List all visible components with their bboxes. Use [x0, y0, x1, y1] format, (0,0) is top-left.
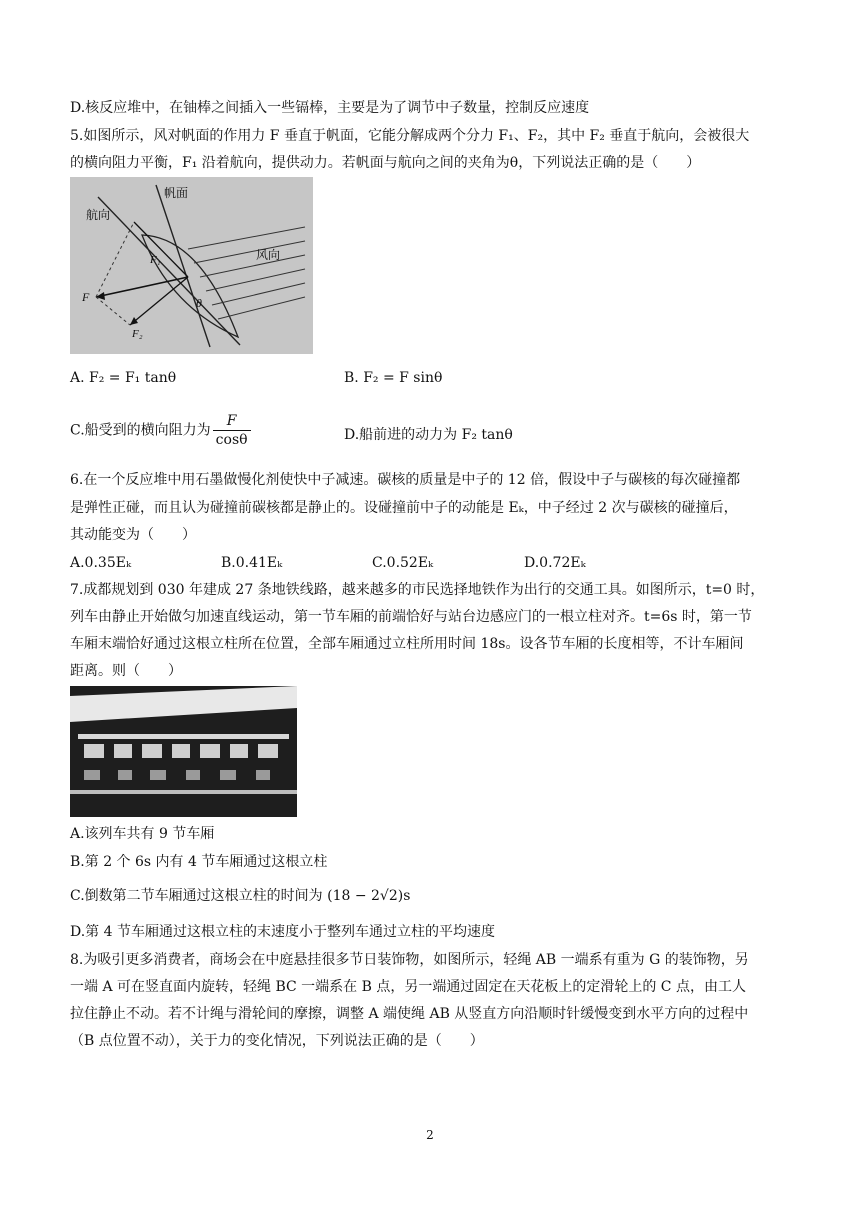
label-heading: 航向 [86, 208, 111, 222]
label-theta: θ [196, 296, 202, 310]
q5-option-c [70, 412, 251, 449]
q6-option-a: A.0.35Eₖ [70, 555, 132, 571]
q5-option-c-denominator: cosθ [215, 432, 248, 448]
q5-stem-line2: 的横向阻力平衡，F₁ 沿着航向，提供动力。若帆面与航向之间的夹角为θ，下列说法正确的是（ ） [70, 155, 701, 171]
label-f: F [82, 290, 90, 304]
q7-option-b: B.第 2 个 6s 内有 4 节车厢通过这根立柱 [70, 854, 328, 870]
page-number: 2 [426, 1128, 434, 1142]
sail-force-figure [70, 177, 313, 354]
q5-option-a: A. F₂ = F₁ tanθ [70, 370, 177, 386]
q7-option-a: A.该列车共有 9 节车厢 [70, 826, 215, 842]
q5-option-b: B. F₂ = F sinθ [344, 370, 443, 386]
sail-force-diagram [70, 177, 313, 354]
q7-stem-line1: 7.成都规划到 030 年建成 27 条地铁线路，越来越多的市民选择地铁作为出行的交通工具。如图所示，t=0 时， [70, 582, 765, 598]
q6-stem-line2: 是弹性正碰，而且认为碰撞前碳核都是静止的。设碰撞前中子的动能是 Eₖ，中子经过 2 次与碳核的碰撞后， [70, 500, 738, 516]
q4-option-d: D.核反应堆中，在铀棒之间插入一些镉棒，主要是为了调节中子数量，控制反应速度 [70, 100, 590, 116]
q6-stem-line3: 其动能变为（ ） [70, 527, 196, 543]
label-sail: 帆面 [164, 186, 189, 200]
subway-train-photo [70, 686, 297, 817]
label-f1: F₁ [150, 254, 161, 266]
q5-option-c-text: C.船受到的横向阻力为 [70, 422, 211, 439]
q7-option-d: D.第 4 节车厢通过这根立柱的末速度小于整列车通过立柱的平均速度 [70, 924, 495, 940]
q5-option-d: D.船前进的动力为 F₂ tanθ [344, 427, 513, 443]
label-wind: 风向 [256, 248, 281, 262]
q5-option-c-numerator: F [213, 412, 251, 431]
q6-option-b: B.0.41Eₖ [221, 555, 283, 571]
q6-stem-line1: 6.在一个反应堆中用石墨做慢化剂使快中子减速。碳核的质量是中子的 12 倍，假设中子与碳核的每次碰撞都 [70, 472, 741, 488]
q8-stem-line4: （B 点位置不动），关于力的变化情况，下列说法正确的是（ ） [70, 1033, 484, 1049]
q8-stem-line3: 拉住静止不动。若不计绳与滑轮间的摩擦，调整 A 端使绳 AB 从竖直方向沿顺时针缓慢变到水平方向的过程中 [70, 1006, 749, 1022]
q7-stem-line2: 列车由静止开始做匀加速直线运动，第一节车厢的前端恰好与站台边感应门的一根立柱对齐。t=6s 时，第一节 [70, 609, 752, 625]
label-f2: F₂ [132, 328, 143, 340]
q8-stem-line2: 一端 A 可在竖直面内旋转，轻绳 BC 一端系在 B 点，另一端通过固定在天花板上的定滑轮上的 C 点，由工人 [70, 979, 746, 995]
q7-stem-line4: 距离。则（ ） [70, 663, 182, 679]
q7-stem-line3: 车厢末端恰好通过这根立柱所在位置，全部车厢通过立柱所用时间 18s。设各节车厢的长度相等，不计车厢间 [70, 636, 744, 652]
q8-stem-line1: 8.为吸引更多消费者，商场会在中庭悬挂很多节日装饰物，如图所示，轻绳 AB 一端系有重为 G 的装饰物，另 [70, 952, 749, 968]
q5-option-c-fraction [213, 412, 251, 449]
q7-option-c: C.倒数第二节车厢通过这根立柱的时间为 (18 − 2√2)s [70, 888, 411, 904]
q6-option-d: D.0.72Eₖ [524, 555, 586, 571]
q5-stem-line1: 5.如图所示，风对帆面的作用力 F 垂直于帆面，它能分解成两个分力 F₁、F₂，其中 F₂ 垂直于航向，会被很大 [70, 128, 750, 144]
q6-option-c: C.0.52Eₖ [372, 555, 434, 571]
subway-train-drawing [70, 686, 297, 817]
